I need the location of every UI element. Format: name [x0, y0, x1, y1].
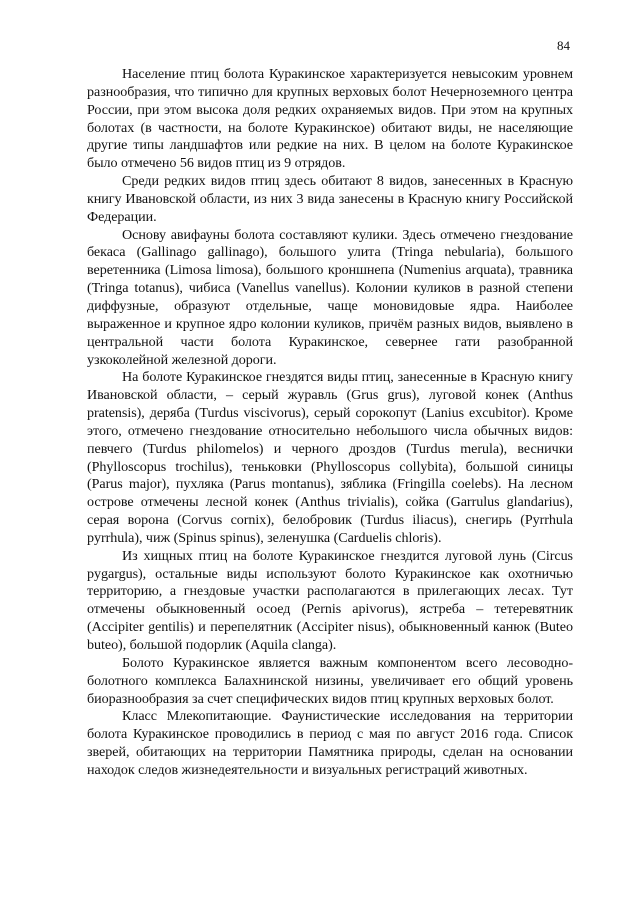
paragraph-nesting-species: На болоте Куракинское гнездятся виды птиц, занесенные в Красную книгу Ивановской области, – серый журавль (Grus grus), луговой конек (Anthus pratensis), деряба (Turdus viscivorus), серый сорокопут (Lanius excubitor). Кроме этого, отмечено гнездование относительно небольшого числа обычных видов: певчего (Turdus philomelos) и черного дроздов (Turdus merula), веснички (Phylloscopus trochilus), теньковки (Phylloscopus collybita), большой синицы (Parus major), пухляка (Parus montanus), зяблика (Fringilla coelebs). На лесном острове отмечены лесной конек (Anthus trivialis), сойка (Garrulus glandarius), серая ворона (Corvus cornix), белобровик (Turdus iliacus), снегирь (Pyrrhula pyrrhula), чиж (Spinus spinus), зеленушка (Carduelis chloris).	[87, 369, 573, 546]
body-text	[87, 66, 573, 780]
page-number: 84	[557, 38, 570, 53]
paragraph-waders: Основу авифауны болота составляют кулики. Здесь отмечено гнездование бекаса (Gallinago gallinago), большого улита (Tringa nebularia), большого веретенника (Limosa limosa), большого кроншнепа (Numenius arquata), травника (Tringa totanus), чибиса (Vanellus vanellus). Колонии куликов в разной степени диффузные, образуют отдельные, чаще моновидовые ядра. Наиболее выраженное и крупное ядро колонии куликов, причём разных видов, выявлено в центральной части болота Куракинское, севернее гати разобранной узкоколейной железной дороги.	[87, 226, 573, 368]
paragraph-raptors: Из хищных птиц на болоте Куракинское гнездится луговой лунь (Circus pygargus), остальные виды используют болото Куракинское как охотничью территорию, а гнездовые участки располагаются в прилегающих лесах. Тут отмечены обыкновенный осоед (Pernis apivorus), ястреба – тетеревятник (Accipiter gentilis) и перепелятник (Accipiter nisus), обыкновенный канюк (Buteo buteo), большой подорлик (Aquila clanga).	[87, 547, 573, 653]
paragraph-biodiversity: Болото Куракинское является важным компонентом всего лесоводно-болотного комплекса Балахнинской низины, увеличивает его общий уровень биоразнообразия за счет специфических видов птиц крупных верховых болот.	[87, 654, 573, 707]
paragraph-rare-species: Среди редких видов птиц здесь обитают 8 видов, занесенных в Красную книгу Ивановской области, из них 3 вида занесены в Красную книгу Российской Федерации.	[87, 173, 573, 225]
paragraph-mammals: Класс Млекопитающие. Фаунистические исследования на территории болота Куракинское проводились в период с мая по август 2016 года. Список зверей, обитающих на территории Памятника природы, сделан на основании находок следов жизнедеятельности и визуальных регистраций животных.	[87, 708, 573, 778]
paragraph-bird-population: Население птиц болота Куракинское характеризуется невысоким уровнем разнообразия, что типично для крупных верховых болот Нечерноземного центра России, при этом высока доля редких охраняемых видов. При этом на крупных болотах (в частности, на болоте Куракинское) обитают виды, не населяющие другие типы ландшафтов или редкие на них. В целом на болоте Куракинское было отмечено 56 видов птиц из 9 отрядов.	[87, 66, 573, 172]
